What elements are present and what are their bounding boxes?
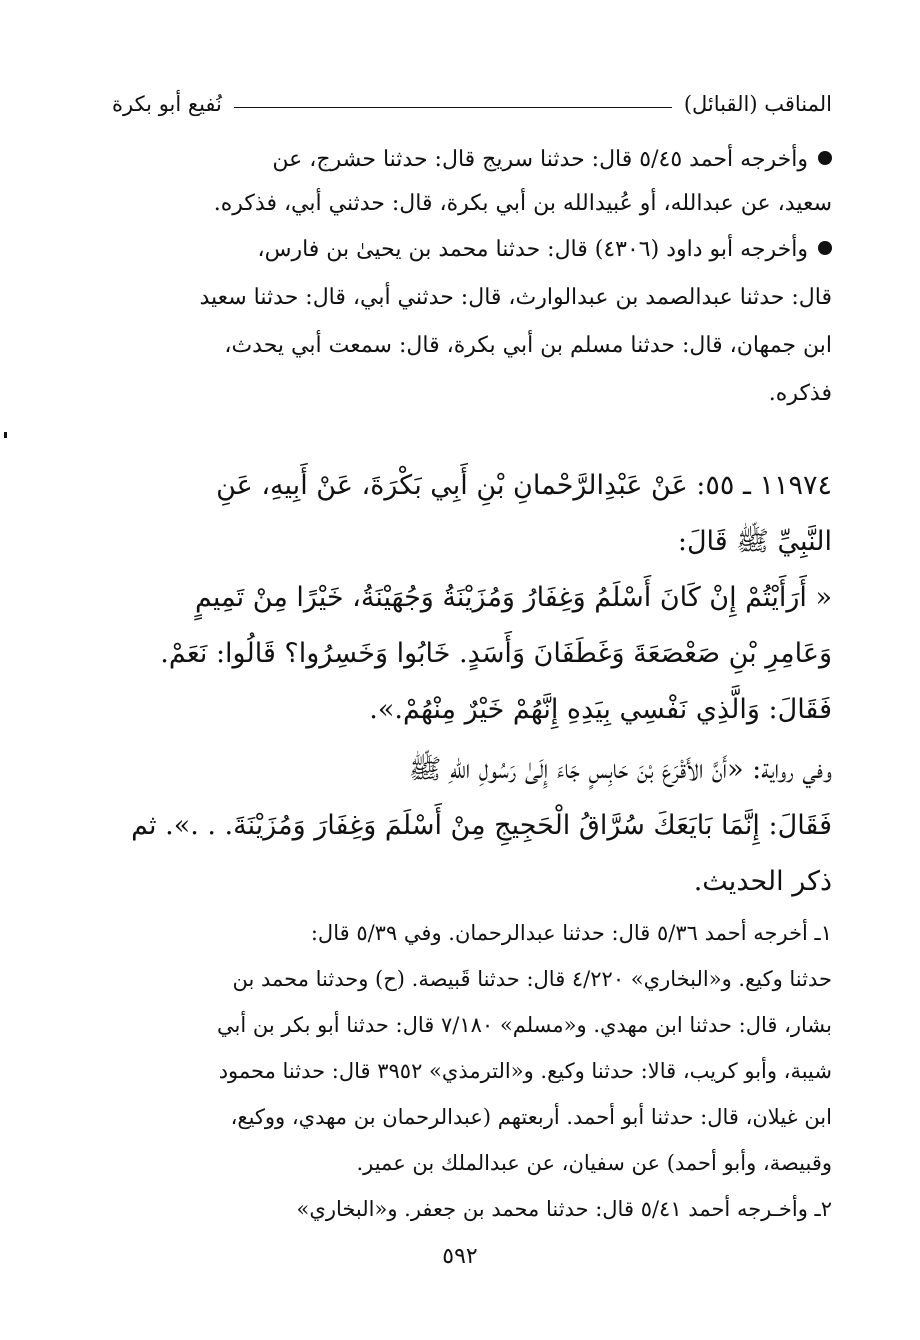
note-line: حدثنا وكيع. و«البخاري» ٤/٢٢٠ قال: حدثنا قَبيصة. (ح) وحدثنا محمد بن [232, 967, 832, 991]
running-header [112, 92, 832, 116]
text-line: وأخرجه أحمد ٥/٤٥ قال: حدثنا سريج قال: حدثنا حشرج، عن [112, 138, 832, 182]
note-line: وقبيصة، وأبو أحمد) عن سفيان، عن عبدالملك بن عمير. [356, 1151, 832, 1175]
margin-mark [4, 432, 7, 438]
note-line: ١ـ أخرجه أحمد ٥/٣٦ قال: حدثنا عبدالرحمان. وفي ٥/٣٩ قال: [310, 921, 832, 945]
header-section-title: المناقب (القبائل) [683, 92, 832, 116]
note-line: شيبة، وأبو كريب، قالا: حدثنا وكيع. و«الترمذي» ٣٩٥٢ قال: حدثنا محمود [218, 1059, 832, 1083]
text-line: قال: حدثنا عبدالصمد بن عبدالوارث، قال: حدثني أبي، قال: حدثنا سعيد [199, 285, 832, 310]
text-line: ابن جمهان، قال: حدثنا مسلم بن أبي بكرة، قال: سمعت أبي يحدث، [224, 333, 832, 358]
riwaya-line: ذكر الحديث. [693, 866, 832, 897]
hadith-line: « أَرَأَيْتُمْ إِنْ كَانَ أَسْلَمُ وَغِفَارُ وَمُزَيْنَةُ وَجُهَيْنَةُ، خَيْرًا مِنْ تَمِيمٍ [194, 582, 832, 613]
text-line: فذكره. [768, 381, 832, 406]
riwaya-line: فَقَالَ: إِنَّمَا بَايَعَكَ سُرَّاقُ الْحَجِيجِ مِنْ أَسْلَمَ وَغِفَارَ وَمُزَيْنَةَ. . .». ثم [131, 810, 832, 841]
text-line: وأخرجه أبو داود (٤٣٠٦) قال: حدثنا محمد بن يحيىٰ بن فارس، [112, 226, 832, 274]
hadith-line: النَّبِيِّ ﷺ قَالَ: [677, 526, 832, 557]
page-number: ٥٩٢ [442, 1244, 478, 1269]
hadith-line: فَقَالَ: وَالَّذِي نَفْسِي بِيَدِهِ إِنَّهُمْ خَيْرٌ مِنْهُمْ.». [369, 694, 832, 725]
takhrij-paragraph-2 [112, 226, 832, 418]
bullet-icon [818, 151, 832, 165]
note-line: بشار، قال: حدثنا ابن مهدي. و«مسلم» ٧/١٨٠ قال: حدثنا أبو بكر بن أبي [217, 1013, 832, 1037]
takhrij-paragraph-1 [112, 138, 832, 226]
hadith-line: ١١٩٧٤ ـ ٥٥: عَنْ عَبْدِالرَّحْمانِ بْنِ أَبِي بَكْرَةَ، عَنْ أَبِيهِ، عَنِ [216, 470, 832, 501]
hadith-text [112, 458, 832, 910]
bullet-icon [818, 241, 832, 255]
note-line: ٢ـ وأخـرجه أحمد ٥/٤١ قال: حدثنا محمد بن جعفر. و«البخاري» [296, 1197, 832, 1221]
note-line: ابن غيلان، قال: حدثنا أبو أحمد. أربعتهم (عبدالرحمان بن مهدي، ووكيع، [230, 1105, 832, 1129]
riwaya-line: وفي رواية: «أَنَّ الأَقْرَعَ بْنَ حَابِسٍ جَاءَ إِلَىٰ رَسُولِ اللهِ ﷺ [408, 754, 832, 785]
header-narrator-title: نُفيع أبو بكرة [112, 92, 222, 116]
footnotes [112, 910, 832, 1232]
header-rule [234, 107, 672, 108]
text-line: سعيد، عن عبدالله، أو عُبيدالله بن أبي بكرة، قال: حدثني أبي، فذكره. [213, 191, 832, 216]
hadith-line: وَعَامِرِ بْنِ صَعْصَعَةَ وَغَطَفَانَ وَأَسَدٍ. خَابُوا وَخَسِرُوا؟ قَالُوا: نَعَمْ. [160, 638, 832, 669]
